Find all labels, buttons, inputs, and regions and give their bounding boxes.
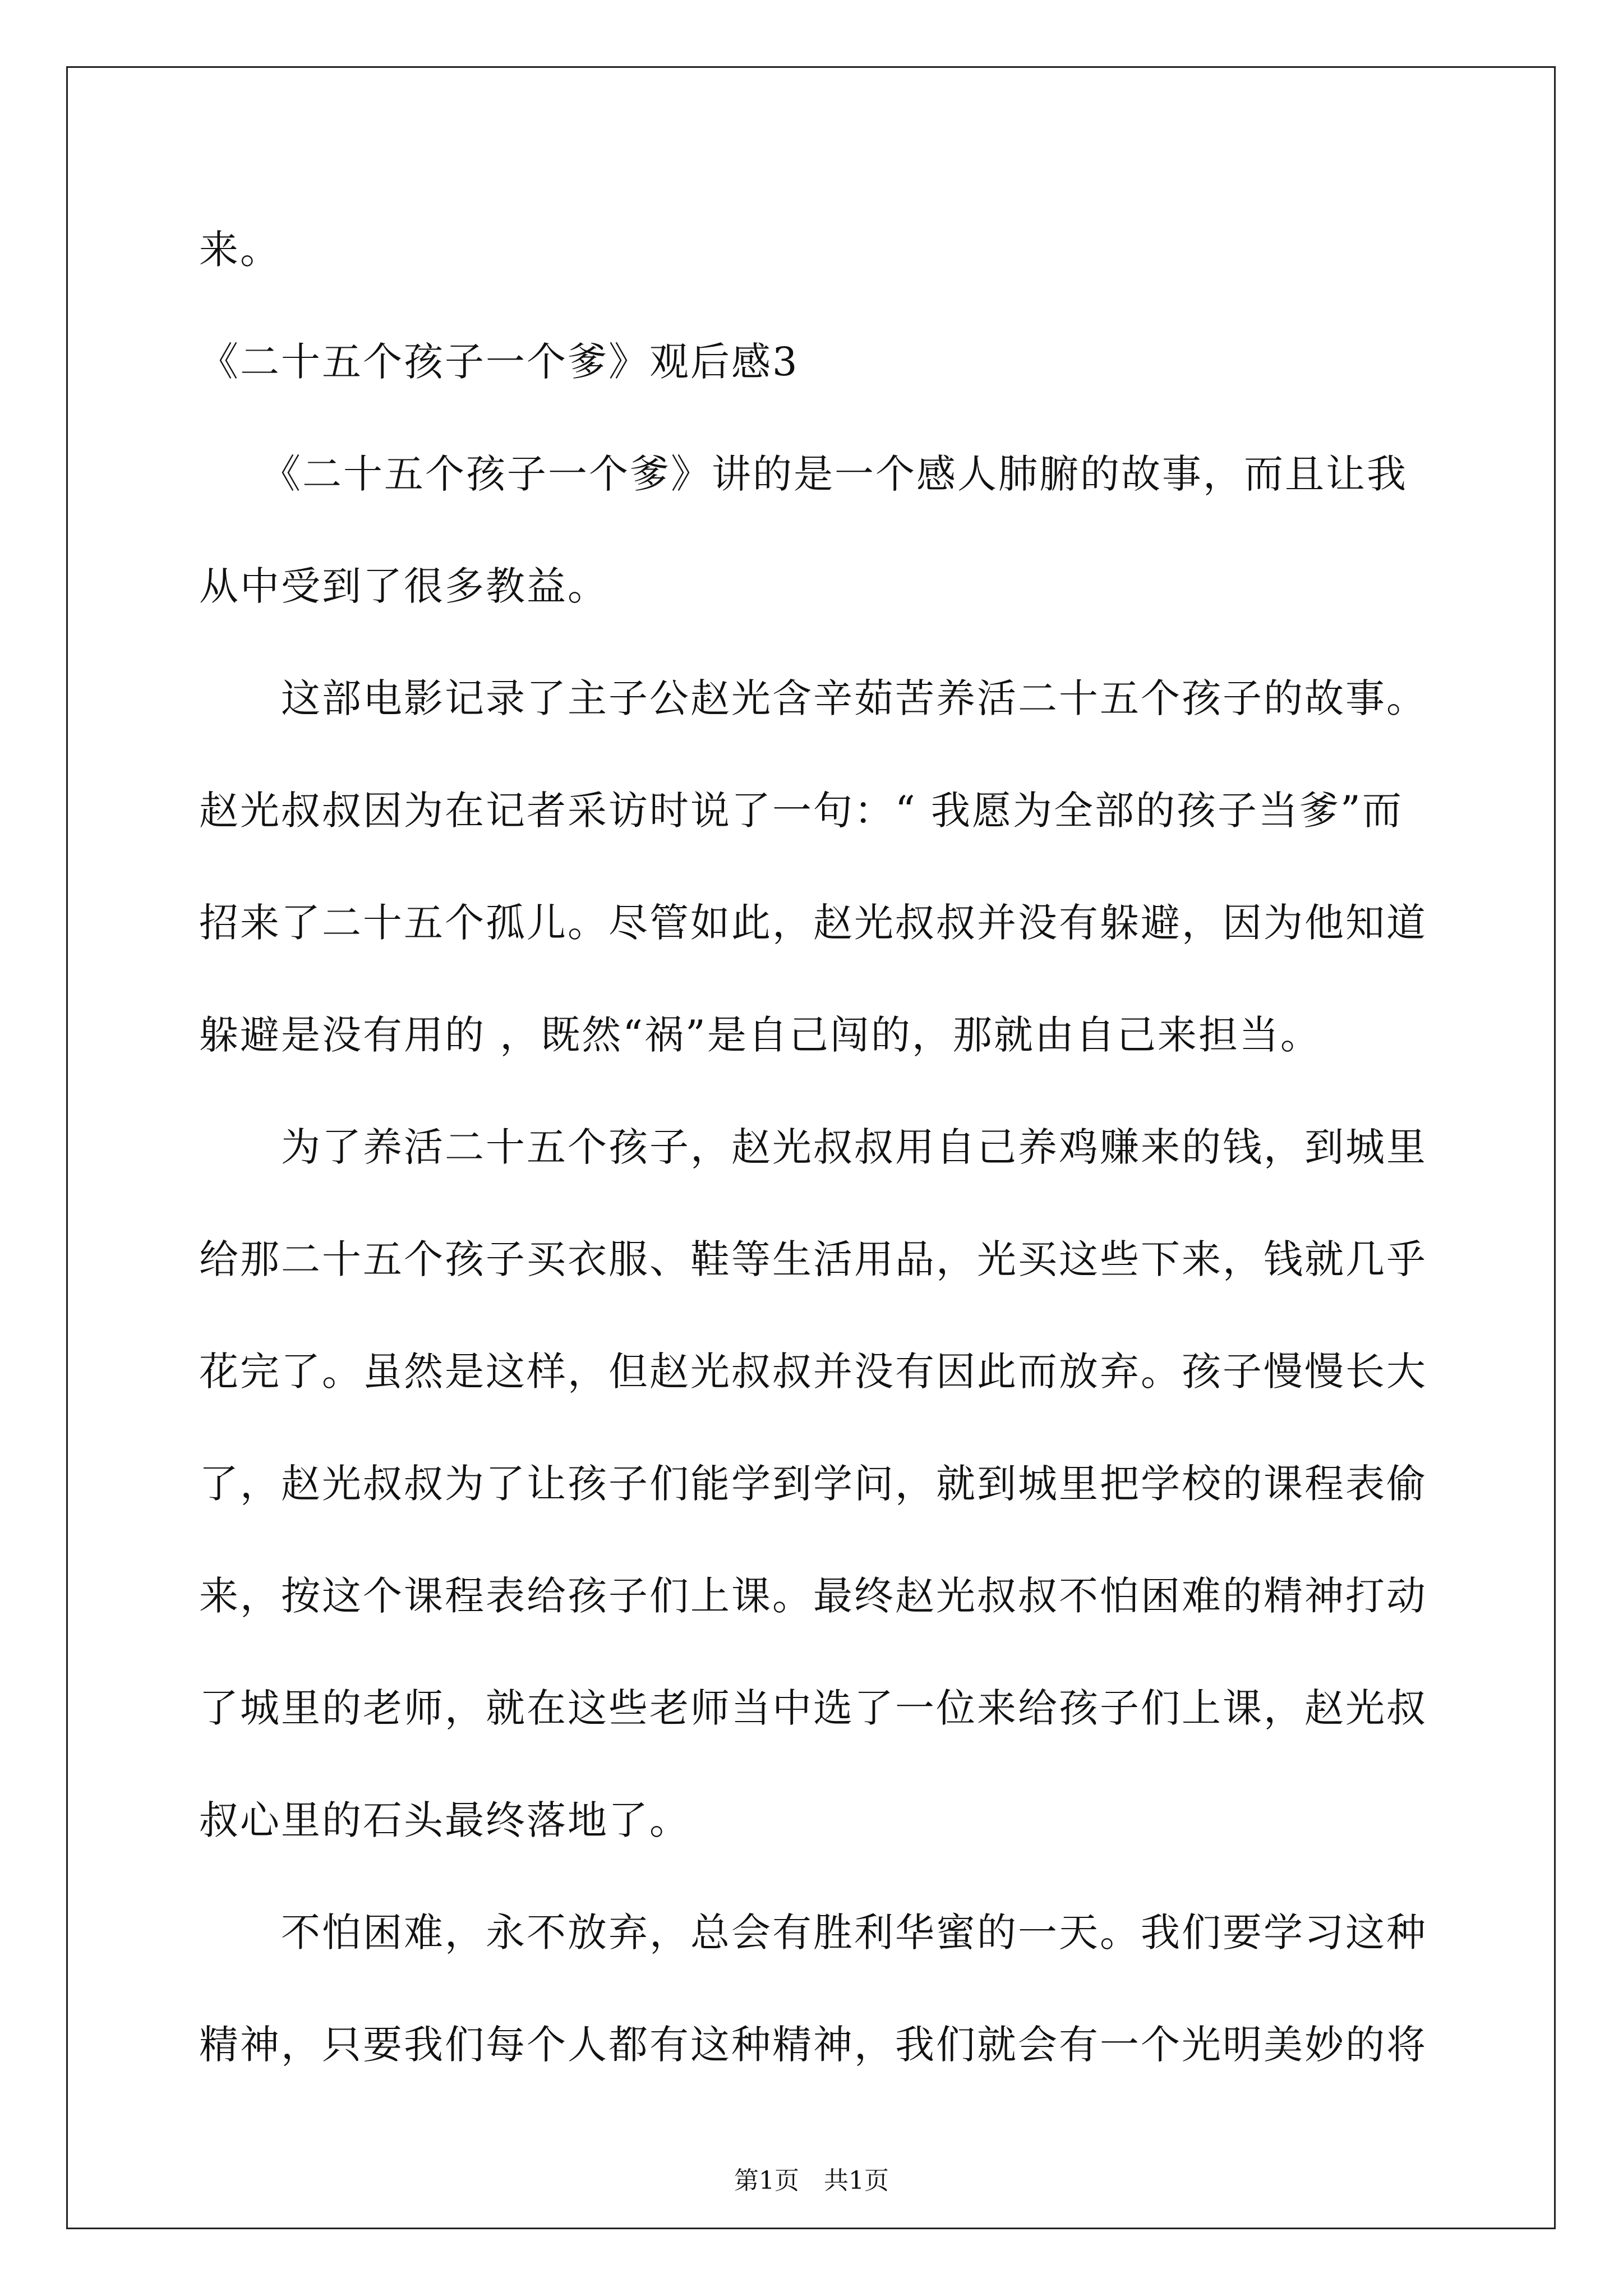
text-line: 赵光叔叔因为在记者采访时说了一句：“ 我愿为全部的孩子当爹”而 <box>199 788 1403 834</box>
text-line: 从中受到了很多教益。 <box>199 563 608 609</box>
section-heading: 《二十五个孩子一个爹》观后感3 <box>199 339 799 385</box>
text-line: 了城里的老师，就在这些老师当中选了一位来给孩子们上课，赵光叔 <box>199 1685 1427 1731</box>
text-line: 给那二十五个孩子买衣服、鞋等生活用品，光买这些下来，钱就几乎 <box>199 1236 1427 1282</box>
text-line: 来。 <box>199 227 281 273</box>
text-line: 《二十五个孩子一个爹》讲的是一个感人肺腑的故事，而且让我 <box>199 451 1408 497</box>
text-line: 这部电影记录了主子公赵光含辛茹苦养活二十五个孩子的故事。 <box>199 675 1427 721</box>
text-line: 花完了。虽然是这样，但赵光叔叔并没有因此而放弃。孩子慢慢长大 <box>199 1349 1427 1395</box>
text-line: 招来了二十五个孤儿。尽管如此，赵光叔叔并没有躲避，因为他知道 <box>199 900 1427 946</box>
text-line: 来，按这个课程表给孩子们上课。最终赵光叔叔不怕困难的精神打动 <box>199 1573 1427 1619</box>
text-line: 躲避是没有用的 ，既然“祸”是自己闯的，那就由自己来担当。 <box>199 1012 1321 1058</box>
text-line: 精神，只要我们每个人都有这种精神，我们就会有一个光明美妙的将 <box>199 2022 1427 2068</box>
text-line: 不怕困难，永不放弃，总会有胜利华蜜的一天。我们要学习这种 <box>199 1910 1427 1955</box>
text-line: 叔心里的石头最终落地了。 <box>199 1797 690 1843</box>
page-footer: 第1页 共1页 <box>734 2166 889 2195</box>
text-line: 为了养活二十五个孩子，赵光叔叔用自己养鸡赚来的钱，到城里 <box>199 1124 1427 1170</box>
text-line: 了，赵光叔叔为了让孩子们能学到学问，就到城里把学校的课程表偷 <box>199 1461 1427 1507</box>
